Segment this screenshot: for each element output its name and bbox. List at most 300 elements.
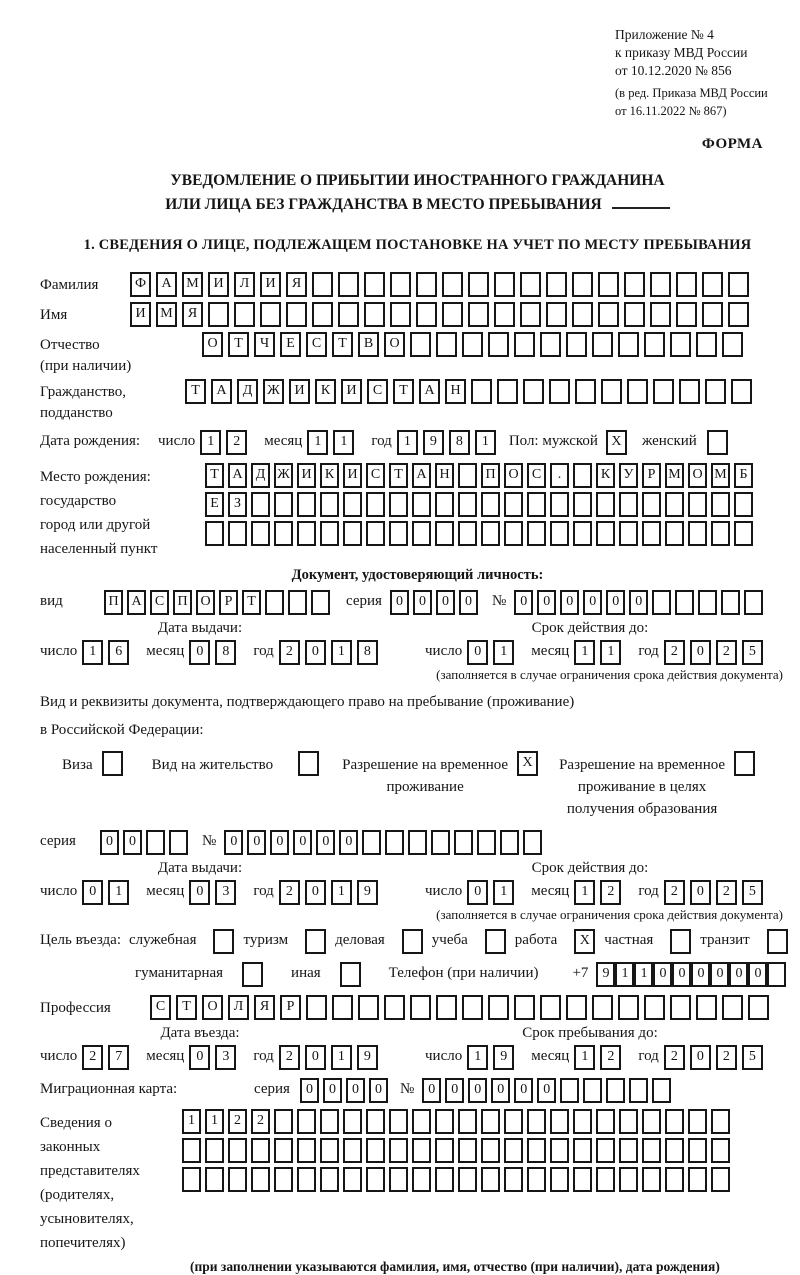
char-box[interactable]: 0 [413, 590, 432, 615]
char-box[interactable] [642, 1138, 661, 1163]
char-box[interactable] [540, 995, 561, 1020]
char-box[interactable]: 0 [293, 830, 312, 855]
char-box[interactable] [494, 272, 515, 297]
char-box[interactable] [702, 302, 723, 327]
char-box[interactable]: О [688, 463, 707, 488]
char-box[interactable]: О [384, 332, 405, 357]
char-box[interactable] [389, 1109, 408, 1134]
char-box[interactable]: Ж [274, 463, 293, 488]
char-box[interactable]: С [527, 463, 546, 488]
char-box[interactable] [728, 272, 749, 297]
char-box[interactable] [390, 272, 411, 297]
char-box[interactable]: К [596, 463, 615, 488]
char-box[interactable]: Т [332, 332, 353, 357]
entry-month-boxes[interactable] [189, 1045, 241, 1070]
char-box[interactable] [665, 1167, 684, 1192]
char-box[interactable]: 3 [215, 1045, 236, 1070]
char-box[interactable]: О [196, 590, 215, 615]
char-box[interactable]: И [260, 272, 281, 297]
char-box[interactable] [675, 590, 694, 615]
char-box[interactable]: 0 [189, 1045, 210, 1070]
char-box[interactable] [642, 1109, 661, 1134]
char-box[interactable] [601, 379, 622, 404]
residence-issue-month-boxes[interactable] [189, 880, 241, 905]
char-box[interactable]: 1 [397, 430, 418, 455]
char-box[interactable]: 0 [189, 640, 210, 665]
char-box[interactable] [146, 830, 165, 855]
residence-expiry-year-boxes[interactable] [664, 880, 768, 905]
char-box[interactable] [410, 332, 431, 357]
char-box[interactable] [644, 332, 665, 357]
char-box[interactable] [320, 1138, 339, 1163]
char-box[interactable] [362, 830, 381, 855]
char-box[interactable] [665, 521, 684, 546]
char-box[interactable] [688, 1167, 707, 1192]
char-box[interactable] [390, 302, 411, 327]
char-box[interactable]: Л [234, 272, 255, 297]
char-box[interactable]: 0 [390, 590, 409, 615]
char-box[interactable] [481, 1109, 500, 1134]
char-box[interactable] [458, 463, 477, 488]
issue-day-boxes[interactable] [82, 640, 134, 665]
char-box[interactable] [297, 1138, 316, 1163]
char-box[interactable]: 0 [748, 962, 767, 987]
issue-month-boxes[interactable] [189, 640, 241, 665]
char-box[interactable]: 9 [357, 1045, 378, 1070]
char-box[interactable]: 1 [333, 430, 354, 455]
char-box[interactable]: С [306, 332, 327, 357]
char-box[interactable]: 1 [467, 1045, 488, 1070]
char-box[interactable] [477, 830, 496, 855]
char-box[interactable] [298, 751, 319, 776]
char-box[interactable]: 5 [742, 1045, 763, 1070]
char-box[interactable] [596, 1167, 615, 1192]
char-box[interactable] [320, 1109, 339, 1134]
char-box[interactable]: 3 [215, 880, 236, 905]
char-box[interactable] [650, 272, 671, 297]
char-box[interactable] [297, 1109, 316, 1134]
char-box[interactable] [358, 995, 379, 1020]
char-box[interactable]: Д [251, 463, 270, 488]
sex-female-checkbox[interactable] [707, 430, 733, 455]
char-box[interactable] [722, 995, 743, 1020]
char-box[interactable]: 1 [331, 1045, 352, 1070]
char-box[interactable] [566, 995, 587, 1020]
char-box[interactable] [468, 272, 489, 297]
char-box[interactable]: 1 [182, 1109, 201, 1134]
char-box[interactable]: Т [205, 463, 224, 488]
stay-month-boxes[interactable] [574, 1045, 626, 1070]
char-box[interactable] [619, 492, 638, 517]
char-box[interactable]: К [315, 379, 336, 404]
char-box[interactable]: 0 [82, 880, 103, 905]
char-box[interactable]: 2 [600, 1045, 621, 1070]
char-box[interactable] [688, 1109, 707, 1134]
char-box[interactable] [514, 995, 535, 1020]
char-box[interactable] [228, 1167, 247, 1192]
char-box[interactable] [343, 492, 362, 517]
char-box[interactable] [619, 1138, 638, 1163]
purpose-work-checkbox[interactable] [565, 929, 595, 954]
char-box[interactable] [286, 302, 307, 327]
char-box[interactable]: Я [286, 272, 307, 297]
char-box[interactable] [652, 590, 671, 615]
entry-year-boxes[interactable] [279, 1045, 383, 1070]
char-box[interactable] [389, 521, 408, 546]
char-box[interactable] [311, 590, 330, 615]
surname-boxes[interactable] [130, 272, 754, 297]
char-box[interactable]: 0 [537, 590, 556, 615]
migration-series-boxes[interactable] [300, 1078, 392, 1103]
char-box[interactable] [520, 302, 541, 327]
char-box[interactable] [550, 492, 569, 517]
char-box[interactable] [182, 1138, 201, 1163]
residence-issue-day-boxes[interactable] [82, 880, 134, 905]
char-box[interactable] [629, 1078, 648, 1103]
char-box[interactable]: 0 [629, 590, 648, 615]
char-box[interactable]: 0 [729, 962, 748, 987]
issue-year-boxes[interactable] [279, 640, 383, 665]
char-box[interactable]: Ф [130, 272, 151, 297]
char-box[interactable] [305, 929, 326, 954]
char-box[interactable] [462, 995, 483, 1020]
char-box[interactable] [596, 521, 615, 546]
birth-year-boxes[interactable] [397, 430, 501, 455]
purpose-other-checkbox[interactable] [331, 962, 361, 987]
purpose-transit-checkbox[interactable] [758, 929, 788, 954]
char-box[interactable] [527, 1167, 546, 1192]
char-box[interactable]: В [358, 332, 379, 357]
char-box[interactable]: Н [445, 379, 466, 404]
char-box[interactable]: О [202, 332, 223, 357]
char-box[interactable]: 9 [357, 880, 378, 905]
char-box[interactable]: 0 [514, 1078, 533, 1103]
char-box[interactable] [312, 272, 333, 297]
char-box[interactable] [494, 302, 515, 327]
entry-day-boxes[interactable] [82, 1045, 134, 1070]
char-box[interactable] [619, 1109, 638, 1134]
char-box[interactable]: 2 [716, 880, 737, 905]
purpose-humanitarian-checkbox[interactable] [233, 962, 263, 987]
char-box[interactable] [343, 521, 362, 546]
char-box[interactable]: 1 [82, 640, 103, 665]
char-box[interactable] [320, 492, 339, 517]
birthplace-row2-boxes[interactable] [205, 492, 757, 517]
char-box[interactable]: 0 [459, 590, 478, 615]
char-box[interactable]: Д [237, 379, 258, 404]
char-box[interactable] [711, 1109, 730, 1134]
char-box[interactable] [260, 302, 281, 327]
char-box[interactable]: 2 [664, 1045, 685, 1070]
purpose-business-checkbox[interactable] [204, 929, 234, 954]
char-box[interactable]: Е [205, 492, 224, 517]
phone-boxes[interactable] [596, 962, 786, 987]
char-box[interactable] [454, 830, 473, 855]
char-box[interactable] [366, 521, 385, 546]
char-box[interactable]: М [182, 272, 203, 297]
char-box[interactable]: 0 [445, 1078, 464, 1103]
char-box[interactable] [676, 272, 697, 297]
char-box[interactable] [297, 521, 316, 546]
char-box[interactable]: 1 [574, 1045, 595, 1070]
char-box[interactable] [523, 379, 544, 404]
char-box[interactable]: 2 [251, 1109, 270, 1134]
sex-male-checkbox[interactable] [606, 430, 632, 455]
char-box[interactable] [504, 1167, 523, 1192]
char-box[interactable] [364, 272, 385, 297]
char-box[interactable] [696, 332, 717, 357]
char-box[interactable] [598, 272, 619, 297]
char-box[interactable] [410, 995, 431, 1020]
char-box[interactable] [688, 521, 707, 546]
char-box[interactable] [500, 830, 519, 855]
char-box[interactable] [435, 1109, 454, 1134]
char-box[interactable] [312, 302, 333, 327]
char-box[interactable] [416, 302, 437, 327]
char-box[interactable] [436, 995, 457, 1020]
char-box[interactable] [228, 521, 247, 546]
char-box[interactable]: М [711, 463, 730, 488]
char-box[interactable]: И [208, 272, 229, 297]
char-box[interactable] [523, 830, 542, 855]
char-box[interactable]: Т [389, 463, 408, 488]
char-box[interactable]: 0 [690, 640, 711, 665]
purpose-commercial-checkbox[interactable] [393, 929, 423, 954]
char-box[interactable] [458, 492, 477, 517]
char-box[interactable] [320, 521, 339, 546]
char-box[interactable] [711, 1167, 730, 1192]
residence-number-boxes[interactable] [224, 830, 546, 855]
char-box[interactable]: К [320, 463, 339, 488]
char-box[interactable] [550, 1138, 569, 1163]
char-box[interactable] [642, 1167, 661, 1192]
char-box[interactable]: 0 [300, 1078, 319, 1103]
char-box[interactable] [340, 962, 361, 987]
char-box[interactable] [592, 332, 613, 357]
char-box[interactable]: 1 [200, 430, 221, 455]
char-box[interactable] [665, 492, 684, 517]
char-box[interactable]: 2 [716, 1045, 737, 1070]
char-box[interactable] [527, 1109, 546, 1134]
char-box[interactable] [652, 1078, 671, 1103]
char-box[interactable] [488, 332, 509, 357]
patronymic-boxes[interactable] [202, 332, 748, 357]
char-box[interactable] [169, 830, 188, 855]
char-box[interactable] [546, 302, 567, 327]
char-box[interactable] [412, 521, 431, 546]
char-box[interactable]: X [517, 751, 538, 776]
doc-number-boxes[interactable] [514, 590, 767, 615]
char-box[interactable] [596, 1109, 615, 1134]
char-box[interactable] [435, 492, 454, 517]
char-box[interactable] [549, 379, 570, 404]
char-box[interactable] [205, 1167, 224, 1192]
char-box[interactable]: 1 [205, 1109, 224, 1134]
char-box[interactable] [412, 1138, 431, 1163]
char-box[interactable] [619, 521, 638, 546]
residence-permit-checkbox[interactable] [289, 751, 324, 776]
char-box[interactable] [592, 995, 613, 1020]
char-box[interactable]: 0 [691, 962, 710, 987]
char-box[interactable] [504, 492, 523, 517]
char-box[interactable]: 5 [742, 640, 763, 665]
char-box[interactable] [366, 1109, 385, 1134]
char-box[interactable] [679, 379, 700, 404]
char-box[interactable] [205, 521, 224, 546]
char-box[interactable]: 1 [634, 962, 653, 987]
char-box[interactable] [504, 1138, 523, 1163]
char-box[interactable]: 0 [514, 590, 533, 615]
char-box[interactable] [744, 590, 763, 615]
char-box[interactable]: 0 [436, 590, 455, 615]
char-box[interactable]: Т [242, 590, 261, 615]
temp-residence-checkbox[interactable] [508, 751, 543, 776]
birth-month-boxes[interactable] [307, 430, 359, 455]
char-box[interactable]: 9 [596, 962, 615, 987]
char-box[interactable]: Р [219, 590, 238, 615]
char-box[interactable]: П [104, 590, 123, 615]
char-box[interactable] [731, 379, 752, 404]
char-box[interactable] [488, 995, 509, 1020]
char-box[interactable] [573, 1167, 592, 1192]
char-box[interactable]: 1 [574, 880, 595, 905]
char-box[interactable]: А [156, 272, 177, 297]
char-box[interactable] [767, 929, 788, 954]
char-box[interactable] [596, 1138, 615, 1163]
char-box[interactable] [618, 995, 639, 1020]
char-box[interactable]: 2 [279, 640, 300, 665]
char-box[interactable]: Н [435, 463, 454, 488]
char-box[interactable] [550, 1167, 569, 1192]
char-box[interactable] [412, 1109, 431, 1134]
char-box[interactable]: . [550, 463, 569, 488]
expiry-year-boxes[interactable] [664, 640, 768, 665]
char-box[interactable]: 1 [493, 640, 514, 665]
char-box[interactable]: Т [185, 379, 206, 404]
char-box[interactable]: 2 [279, 880, 300, 905]
char-box[interactable] [468, 302, 489, 327]
char-box[interactable] [514, 332, 535, 357]
char-box[interactable] [767, 962, 786, 987]
char-box[interactable] [435, 1138, 454, 1163]
char-box[interactable]: 2 [664, 880, 685, 905]
char-box[interactable] [550, 521, 569, 546]
char-box[interactable] [722, 332, 743, 357]
char-box[interactable]: Б [734, 463, 753, 488]
char-box[interactable] [481, 521, 500, 546]
char-box[interactable] [627, 379, 648, 404]
char-box[interactable]: 7 [108, 1045, 129, 1070]
char-box[interactable]: 9 [423, 430, 444, 455]
residence-series-boxes[interactable] [100, 830, 192, 855]
char-box[interactable] [435, 521, 454, 546]
char-box[interactable]: 8 [449, 430, 470, 455]
char-box[interactable]: С [150, 995, 171, 1020]
char-box[interactable] [497, 379, 518, 404]
char-box[interactable]: 1 [600, 640, 621, 665]
char-box[interactable]: Т [393, 379, 414, 404]
char-box[interactable] [471, 379, 492, 404]
char-box[interactable]: 0 [123, 830, 142, 855]
char-box[interactable]: З [228, 492, 247, 517]
char-box[interactable]: 1 [475, 430, 496, 455]
char-box[interactable] [462, 332, 483, 357]
char-box[interactable] [618, 332, 639, 357]
expiry-month-boxes[interactable] [574, 640, 626, 665]
char-box[interactable]: О [504, 463, 523, 488]
char-box[interactable]: Т [228, 332, 249, 357]
char-box[interactable]: И [341, 379, 362, 404]
char-box[interactable] [520, 272, 541, 297]
char-box[interactable] [408, 830, 427, 855]
residence-issue-year-boxes[interactable] [279, 880, 383, 905]
char-box[interactable]: 0 [467, 880, 488, 905]
char-box[interactable] [711, 492, 730, 517]
char-box[interactable] [182, 1167, 201, 1192]
char-box[interactable] [338, 302, 359, 327]
char-box[interactable] [481, 1138, 500, 1163]
char-box[interactable] [560, 1078, 579, 1103]
char-box[interactable]: Т [176, 995, 197, 1020]
char-box[interactable]: И [297, 463, 316, 488]
purpose-private-checkbox[interactable] [661, 929, 691, 954]
char-box[interactable] [596, 492, 615, 517]
char-box[interactable]: М [156, 302, 177, 327]
char-box[interactable]: 2 [82, 1045, 103, 1070]
char-box[interactable] [385, 830, 404, 855]
char-box[interactable]: 0 [339, 830, 358, 855]
char-box[interactable] [575, 379, 596, 404]
char-box[interactable]: 0 [369, 1078, 388, 1103]
char-box[interactable] [572, 272, 593, 297]
char-box[interactable] [389, 1167, 408, 1192]
char-box[interactable]: 1 [307, 430, 328, 455]
char-box[interactable]: А [419, 379, 440, 404]
char-box[interactable] [504, 521, 523, 546]
char-box[interactable] [653, 379, 674, 404]
migration-number-boxes[interactable] [422, 1078, 675, 1103]
char-box[interactable] [274, 1167, 293, 1192]
char-box[interactable]: 0 [690, 880, 711, 905]
char-box[interactable] [527, 1138, 546, 1163]
char-box[interactable]: И [343, 463, 362, 488]
char-box[interactable] [274, 1109, 293, 1134]
char-box[interactable] [624, 272, 645, 297]
visa-checkbox[interactable] [93, 751, 128, 776]
char-box[interactable]: М [665, 463, 684, 488]
char-box[interactable] [705, 379, 726, 404]
char-box[interactable]: 0 [305, 1045, 326, 1070]
char-box[interactable] [412, 1167, 431, 1192]
char-box[interactable]: 1 [331, 640, 352, 665]
char-box[interactable]: 0 [316, 830, 335, 855]
char-box[interactable]: 2 [226, 430, 247, 455]
char-box[interactable] [481, 492, 500, 517]
char-box[interactable]: 0 [606, 590, 625, 615]
char-box[interactable]: 0 [468, 1078, 487, 1103]
char-box[interactable]: 0 [305, 880, 326, 905]
char-box[interactable]: 0 [247, 830, 266, 855]
char-box[interactable] [364, 302, 385, 327]
char-box[interactable] [540, 332, 561, 357]
char-box[interactable]: 5 [742, 880, 763, 905]
char-box[interactable]: Ч [254, 332, 275, 357]
char-box[interactable] [234, 302, 255, 327]
name-boxes[interactable] [130, 302, 754, 327]
char-box[interactable]: 1 [493, 880, 514, 905]
char-box[interactable]: Я [254, 995, 275, 1020]
char-box[interactable] [619, 1167, 638, 1192]
